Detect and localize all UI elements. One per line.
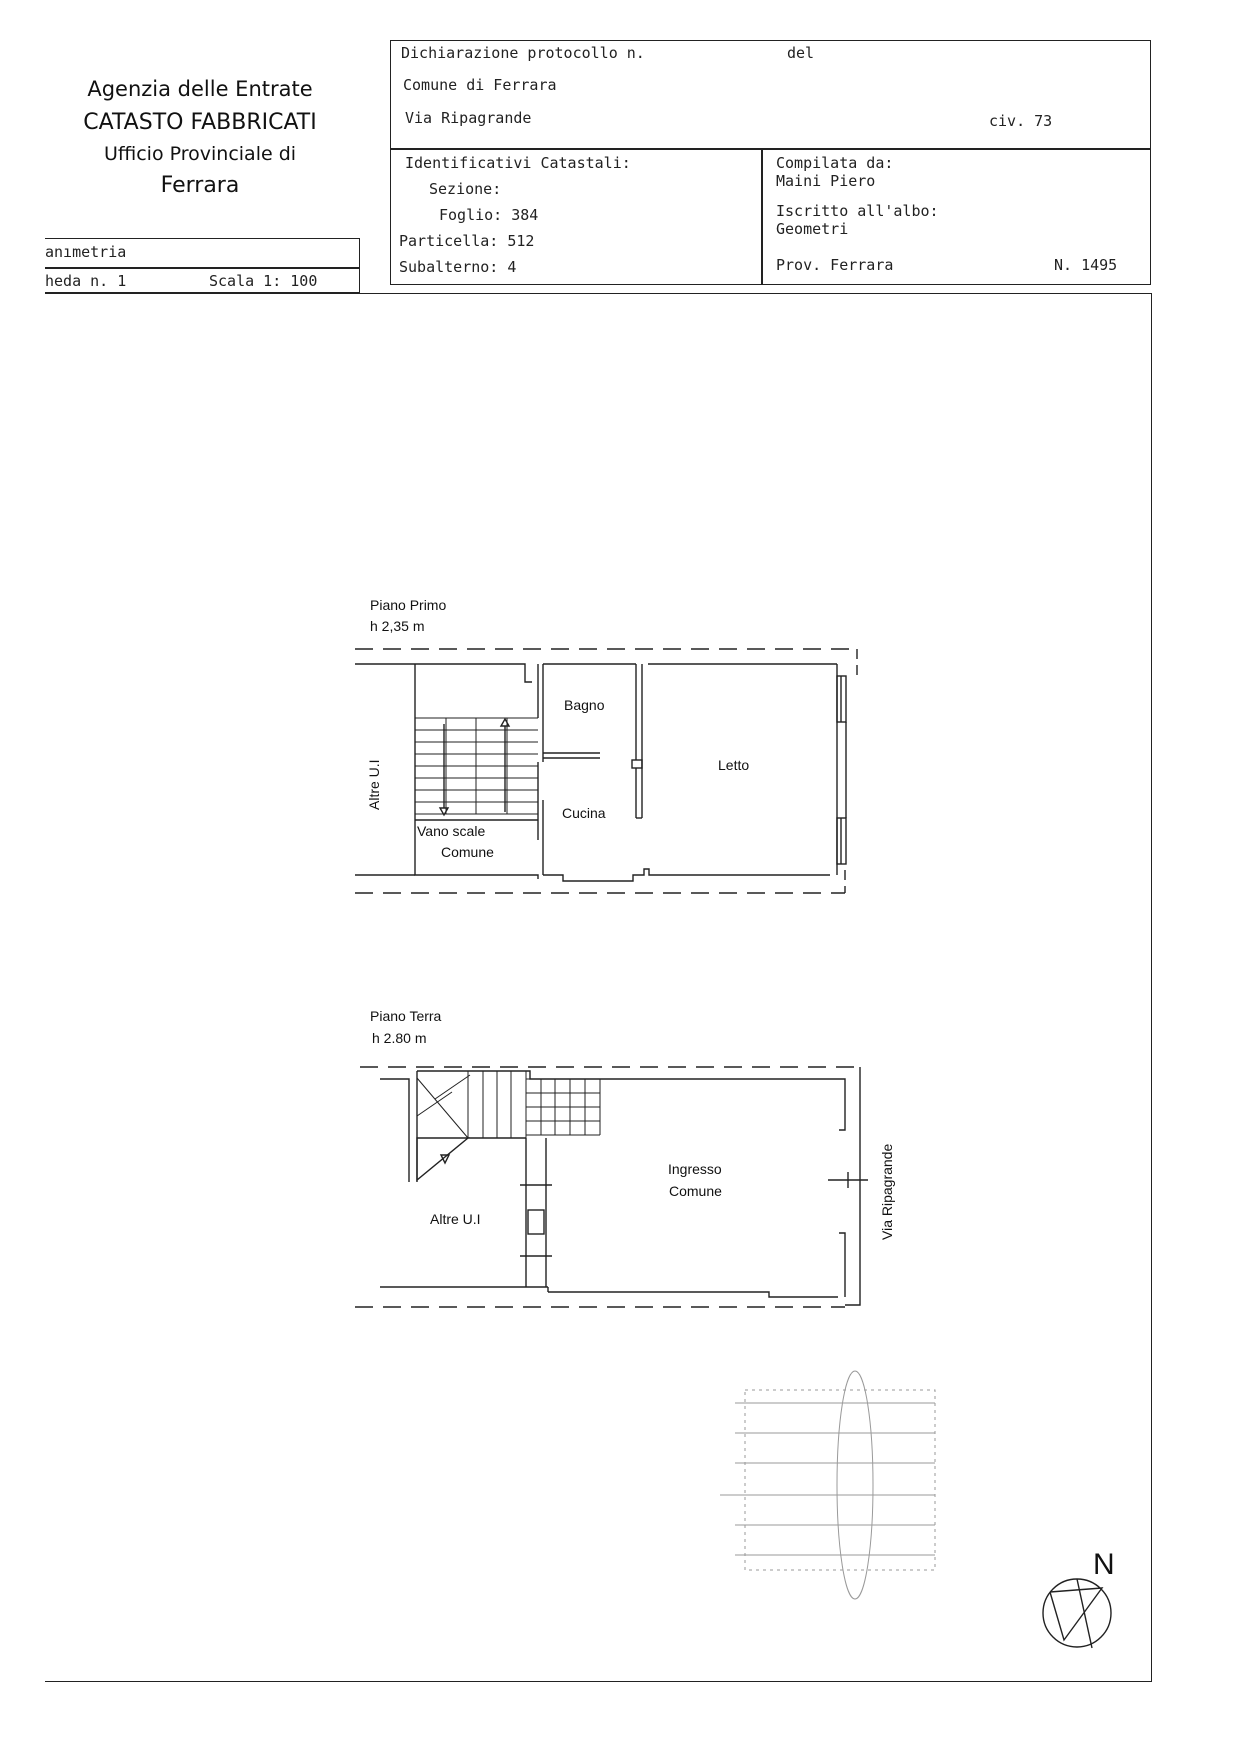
sezione-label: Sezione:: [429, 180, 502, 198]
office-label: Ufficio Provinciale di: [103, 143, 297, 165]
stairwell-label-line2: Comune: [441, 844, 494, 860]
agency-name: Agenzia delle Entrate: [87, 77, 313, 101]
ground-floor-height: h 2.80 m: [372, 1030, 427, 1046]
stairwell-label-line1: Vano scale: [417, 823, 486, 839]
first-floor-plan: [355, 649, 857, 893]
room-cucina-label: Cucina: [562, 805, 606, 821]
ground-floor-plan: [355, 1067, 868, 1307]
subalterno-value: Subalterno: 4: [399, 258, 517, 276]
foglio-value: Foglio: 384: [439, 206, 539, 224]
protocol-label: Dichiarazione protocollo n.: [401, 44, 645, 62]
ground-floor-other-units-label: Altre U.I: [430, 1211, 481, 1227]
office-city: Ferrara: [160, 173, 240, 198]
first-floor-height: h 2,35 m: [370, 618, 425, 634]
planimetry-title: anımetria: [45, 243, 127, 261]
room-ingresso-label-line2: Comune: [669, 1183, 722, 1199]
province-value: Prov. Ferrara: [776, 256, 894, 274]
particella-value: Particella: 512: [399, 232, 535, 250]
del-label: del: [787, 44, 815, 62]
albo-label: Iscritto all'albo:: [776, 202, 939, 220]
room-ingresso-label-line1: Ingresso: [668, 1161, 722, 1177]
scale-value: Scala 1: 100: [209, 272, 318, 290]
compiler-label: Compilata da:: [776, 154, 894, 172]
official-stamp: [720, 1371, 935, 1599]
room-bagno-label: Bagno: [564, 697, 605, 713]
cadastre-title: CATASTO FABBRICATI: [83, 110, 317, 135]
comune-label: Comune di Ferrara: [403, 76, 557, 94]
identifiers-title: Identificativi Catastali:: [405, 154, 631, 172]
north-arrow: [1043, 1579, 1111, 1648]
street-label: Via Ripagrande: [405, 109, 532, 127]
street-label-ripagrande: Via Ripagrande: [879, 1143, 895, 1240]
albo-value: Geometri: [776, 220, 849, 238]
civic-number: civ. 73: [989, 112, 1053, 130]
north-label: N: [1093, 1548, 1115, 1581]
register-number: N. 1495: [1054, 256, 1118, 274]
scheda-number: heda n. 1: [45, 272, 127, 290]
compiler-name: Maini Piero: [776, 172, 876, 190]
first-floor-other-units-label: Altre U.I: [366, 759, 382, 810]
first-floor-name: Piano Primo: [370, 597, 447, 613]
room-letto-label: Letto: [718, 757, 750, 773]
ground-floor-name: Piano Terra: [370, 1008, 442, 1024]
